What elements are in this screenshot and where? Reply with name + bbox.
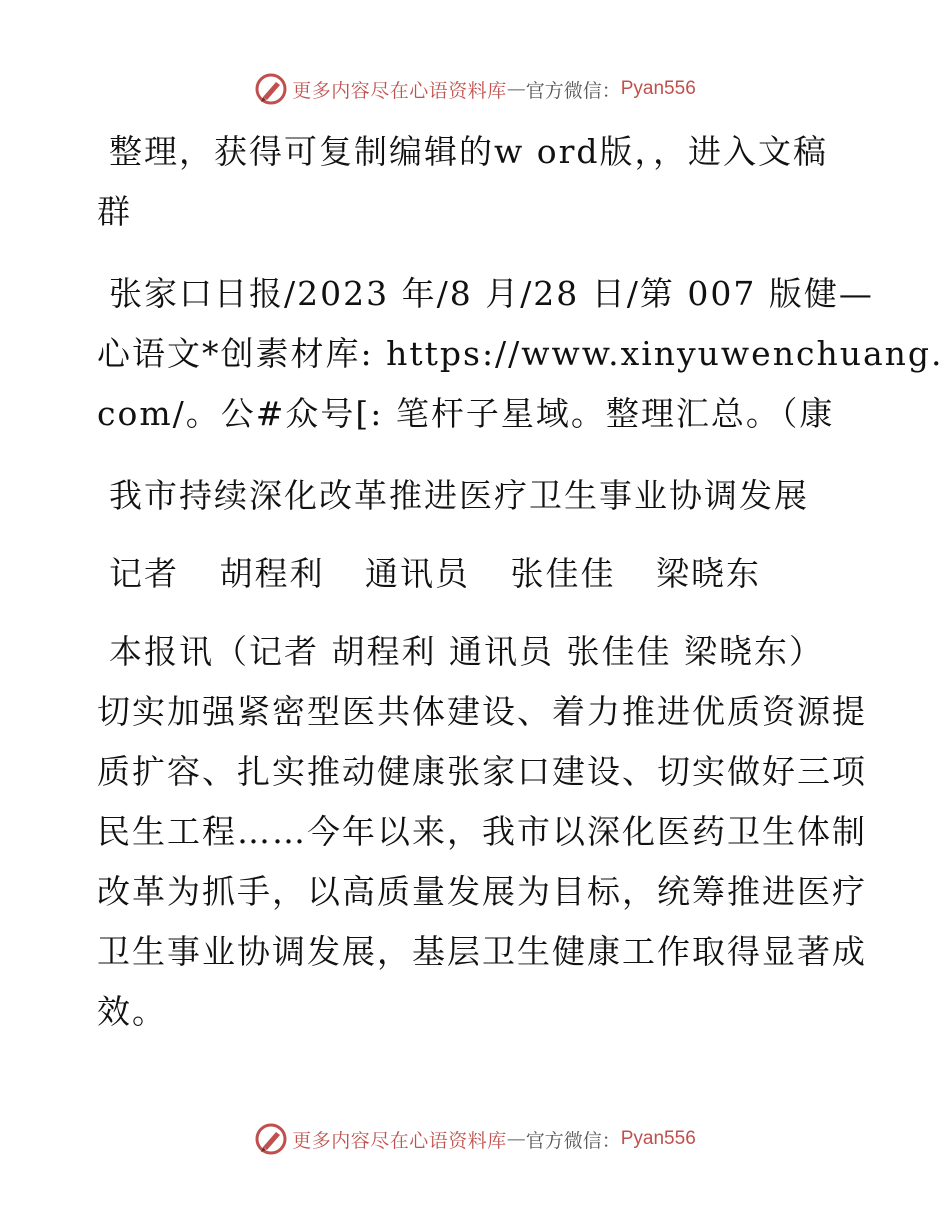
banner-wechat-label: 官方微信： [525, 1129, 621, 1152]
source-line: 心语文*创素材库: https://www.xinyuwenchuang. [97, 334, 944, 373]
byline-name: 张佳佳 [510, 554, 616, 593]
intro-line: 整理，获得可复制编辑的w ord版，，进入文稿 [109, 132, 829, 171]
pen-logo-icon [254, 72, 288, 106]
banner-wechat-id: Pyan556 [620, 78, 696, 99]
banner-separator: — [506, 78, 526, 100]
body-line: 质扩容、扎实推动健康张家口建设、切实做好三项 [97, 752, 867, 791]
body-line: 效。 [97, 992, 167, 1031]
source-line: com/。公#众号[: 笔杆子星域。整理汇总。（康 [97, 394, 835, 433]
headline: 我市持续深化改革推进医疗卫生事业协调发展 [109, 476, 809, 515]
byline-role: 通讯员 [365, 554, 470, 593]
byline-name: 梁晓东 [656, 554, 761, 593]
banner-text: 更多内容尽在心语资料库 [292, 79, 507, 102]
banner-wechat-label: 官方微信： [525, 79, 621, 102]
body-line: 民生工程……今年以来，我市以深化医药卫生体制 [97, 812, 867, 851]
body-line: 本报讯（记者 胡程利 通讯员 张佳佳 梁晓东） [109, 632, 824, 671]
body-line: 改革为抓手，以高质量发展为目标，统筹推进医疗 [97, 872, 867, 911]
document-body [97, 122, 944, 1042]
footer-watermark-banner [0, 1122, 950, 1156]
source-line: 张家口日报/2023 年/8 月/28 日/第 007 版健— [109, 274, 874, 313]
banner-wechat-id: Pyan556 [620, 1128, 696, 1149]
intro-line: 群 [97, 192, 132, 231]
banner-separator: — [506, 1128, 526, 1150]
byline [97, 544, 857, 604]
byline-name: 胡程利 [219, 554, 325, 593]
header-watermark-banner [0, 72, 950, 106]
body-line: 切实加强紧密型医共体建设、着力推进优质资源提 [97, 692, 867, 731]
pen-logo-icon [254, 1122, 288, 1156]
body-line: 卫生事业协调发展，基层卫生健康工作取得显著成 [97, 932, 867, 971]
banner-text: 更多内容尽在心语资料库 [292, 1129, 507, 1152]
byline-role: 记者 [109, 554, 179, 593]
